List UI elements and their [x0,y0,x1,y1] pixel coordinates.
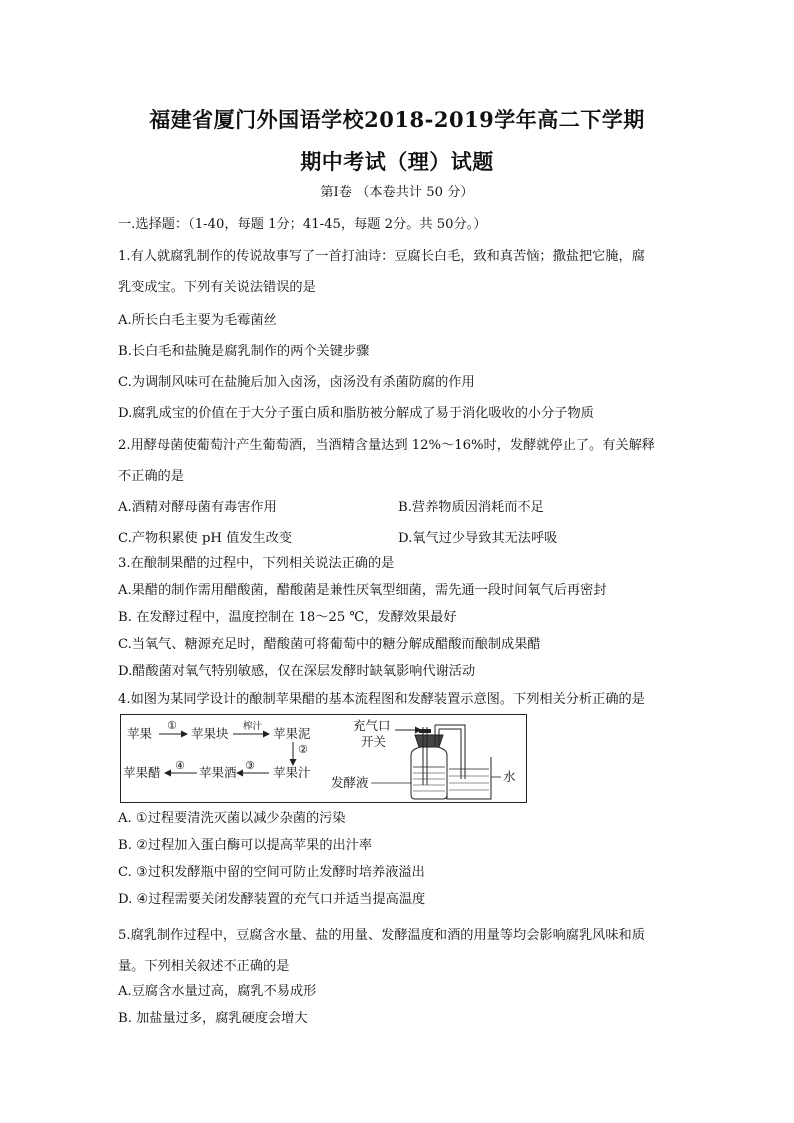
q3-option-a: A.果醋的制作需用醋酸菌，醋酸菌是兼性厌氧型细菌，需先通一段时间氧气后再密封 [118,583,607,598]
q2-stem-line2: 不正确的是 [118,469,184,484]
page-title: 福建省厦门外国语学校2018-2019学年高二下学期 [149,107,645,132]
label-apple-pieces: 苹果块 [191,726,229,741]
q5-option-a: A.豆腐含水量过高，腐乳不易成形 [118,984,317,999]
q3-option-b: B. 在发酵过程中，温度控制在 18～25 ℃，发酵效果最好 [118,610,457,625]
label-squeeze: 榨汁 [243,721,263,732]
label-inlet: 充气口 [353,718,391,733]
label-water: 水 [503,769,516,784]
q2-stem-line1: 2.用酵母菌使葡萄汁产生葡萄酒，当酒精含量达到 12%～16%时，发酵就停止了。有关解释 [118,438,655,453]
q5-stem-line1: 5.腐乳制作过程中，豆腐含水量、盐的用量、发酵温度和酒的用量等均会影响腐乳风味和质 [118,928,645,943]
q2-option-c: C.产物积累使 pH 值发生改变 [118,531,293,546]
label-apple-juice: 苹果汁 [273,765,311,780]
label-apple: 苹果 [127,726,153,741]
q1-option-b: B.长白毛和盐腌是腐乳制作的两个关键步骤 [118,344,370,359]
q2-option-b: B.营养物质因消耗而不足 [398,500,544,515]
label-step4: ④ [175,759,185,772]
label-step3: ③ [245,759,255,772]
label-step1: ① [167,719,177,732]
q1-stem-line1: 1.有人就腐乳制作的传说故事写了一首打油诗：豆腐长白毛，致和真苦恼；撒盐把它腌，腐 [118,249,645,264]
q1-option-d: D.腐乳成宝的价值在于大分子蛋白质和脂肪被分解成了易于消化吸收的小分子物质 [118,406,594,421]
q4-option-c: C. ③过积发酵瓶中留的空间可防止发酵时培养液溢出 [118,865,425,880]
water-beaker [447,757,491,799]
q2-option-d: D.氧气过少导致其无法呼吸 [398,531,558,546]
q3-stem: 3.在酿制果醋的过程中，下列相关说法正确的是 [118,556,395,571]
label-liquid: 发酵液 [331,775,369,790]
q4-option-b: B. ②过程加入蛋白酶可以提高苹果的出汁率 [118,838,373,853]
q5-stem-line2: 量。下列相关叙述不正确的是 [118,959,290,974]
volume-info: 第Ⅰ卷 （本卷共计 50 分） [320,185,474,200]
q3-option-d: D.醋酸菌对氧气特别敏感，仅在深层发酵时缺氧影响代谢活动 [118,664,476,679]
q1-option-a: A.所长白毛主要为毛霉菌丝 [118,313,277,328]
label-switch: 开关 [361,734,387,749]
label-apple-puree: 苹果泥 [273,726,311,741]
page-subtitle: 期中考试（理）试题 [300,149,494,174]
q4-stem: 4.如图为某同学设计的酿制苹果醋的基本流程图和发酵装置示意图。下列相关分析正确的是 [118,692,645,707]
q1-option-c: C.为调制风味可在盐腌后加入卤汤，卤汤没有杀菌防腐的作用 [118,375,475,390]
section-intro: 一.选择题：（1-40，每题 1分；41-45，每题 2分。共 50分。） [118,217,487,232]
label-apple-vinegar: 苹果醋 [123,765,161,780]
label-apple-wine: 苹果酒 [199,765,237,780]
q4-figure [120,714,527,803]
switch-clamp [419,729,431,733]
q5-option-b: B. 加盐量过多，腐乳硬度会增大 [118,1011,308,1026]
q4-option-d: D. ④过程需要关闭发酵装置的充气口并适当提高温度 [118,892,426,907]
q1-stem-line2: 乳变成宝。下列有关说法错误的是 [118,280,316,295]
q3-option-c: C.当氧气、糖源充足时，醋酸菌可将葡萄中的糖分解成醋酸而酿制成果醋 [118,637,541,652]
q4-option-a: A. ①过程要清洗灭菌以减少杂菌的污染 [118,811,346,826]
q2-option-a: A.酒精对酵母菌有毒害作用 [118,500,277,515]
label-step2: ② [298,743,308,756]
